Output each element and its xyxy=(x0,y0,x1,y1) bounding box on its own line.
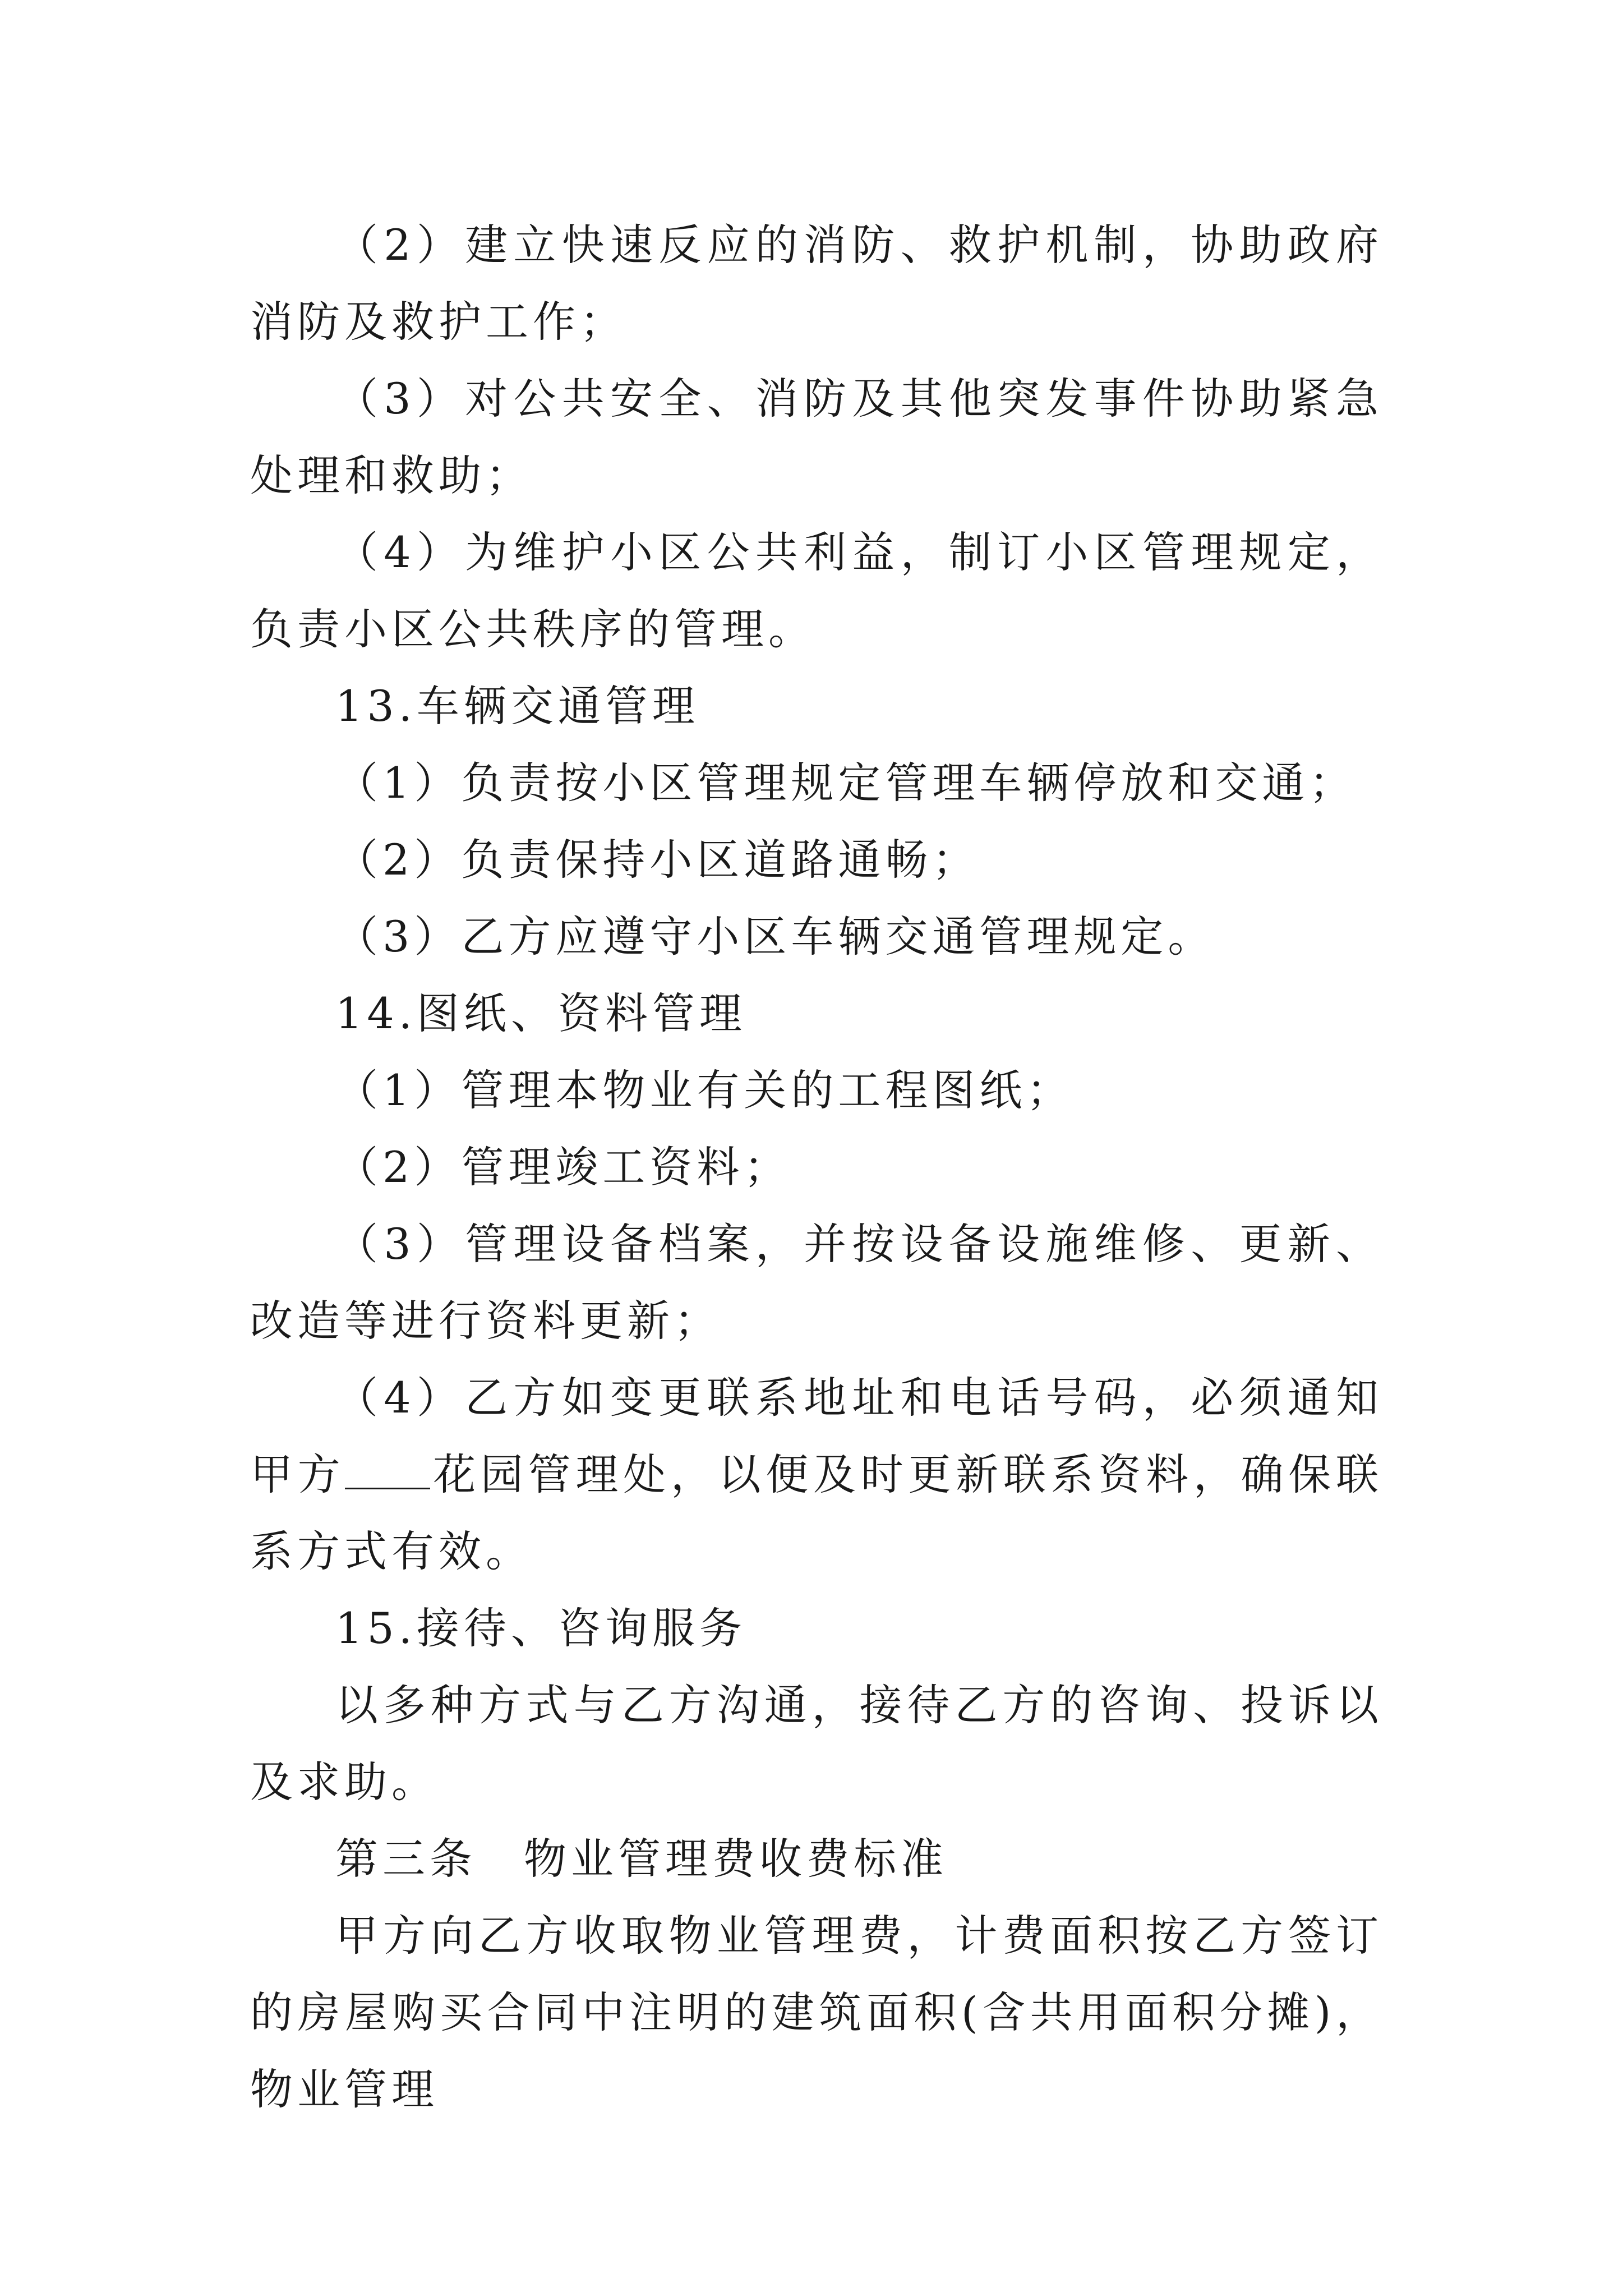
paragraph-fire-rescue xyxy=(250,206,1383,360)
section-heading-text: 14.图纸、资料管理 xyxy=(335,988,746,1038)
paragraph-text: （2）负责保持小区道路通畅； xyxy=(335,835,980,885)
paragraph-text: （1）负责按小区管理规定管理车辆停放和交通； xyxy=(335,758,1357,808)
paragraph-text: （4）为维护小区公共利益，制订小区管理规定，负责小区公共秩序的管理。 xyxy=(250,527,1383,654)
paragraph-text: （3）对公共安全、消防及其他突发事件协助紧急处理和救助； xyxy=(250,374,1383,500)
paragraph-emergency xyxy=(250,360,1383,514)
paragraph-equipment-files xyxy=(250,1205,1383,1359)
paragraph-text: （3）乙方应遵守小区车辆交通管理规定。 xyxy=(335,912,1215,961)
paragraph-text: 甲方向乙方收取物业管理费，计费面积按乙方签订的房屋购买合同中注明的建筑面积(含共用面积分摊)，物业管理 xyxy=(250,1911,1383,2114)
paragraph-text: 花园管理处，以便及时更新联系资料，确保联系方式有效。 xyxy=(250,1450,1384,1576)
paragraph-parking xyxy=(250,744,1383,821)
paragraph-traffic-rules xyxy=(250,898,1383,975)
fill-in-blank xyxy=(345,1485,430,1489)
paragraph-engineering-drawings xyxy=(250,1052,1383,1129)
section-heading-text: 15.接待、咨询服务 xyxy=(335,1603,746,1653)
section-heading-text: 13.车辆交通管理 xyxy=(335,681,699,731)
paragraph-text: （2）管理竣工资料； xyxy=(335,1142,791,1192)
section-heading-drawings xyxy=(250,975,1383,1052)
paragraph-public-order xyxy=(250,514,1383,668)
paragraph-text: （2）建立快速反应的消防、救护机制，协助政府消防及救护工作； xyxy=(250,220,1383,347)
paragraph-text: （3）管理设备档案，并按设备设施维修、更新、改造等进行资料更新； xyxy=(250,1219,1383,1346)
paragraph-road xyxy=(250,821,1383,898)
paragraph-text: （1）管理本物业有关的工程图纸； xyxy=(335,1065,1074,1115)
paragraph-fee-basis xyxy=(250,1897,1383,2128)
document-body xyxy=(250,206,1383,2128)
section-heading-reception xyxy=(250,1590,1383,1667)
paragraph-text: 以多种方式与乙方沟通，接待乙方的咨询、投诉以及求助。 xyxy=(250,1680,1383,1807)
paragraph-text: （4）乙方如变更联系地址和电话号码，必须通知甲方 xyxy=(250,1373,1383,1499)
paragraph-communication xyxy=(250,1667,1383,1820)
paragraph-contact-change xyxy=(250,1359,1383,1590)
paragraph-completion-docs xyxy=(250,1129,1383,1205)
section-heading-traffic xyxy=(250,668,1383,744)
article-heading-text: 第三条 物业管理费收费标准 xyxy=(335,1834,948,1884)
article-heading-fees xyxy=(250,1820,1383,1897)
